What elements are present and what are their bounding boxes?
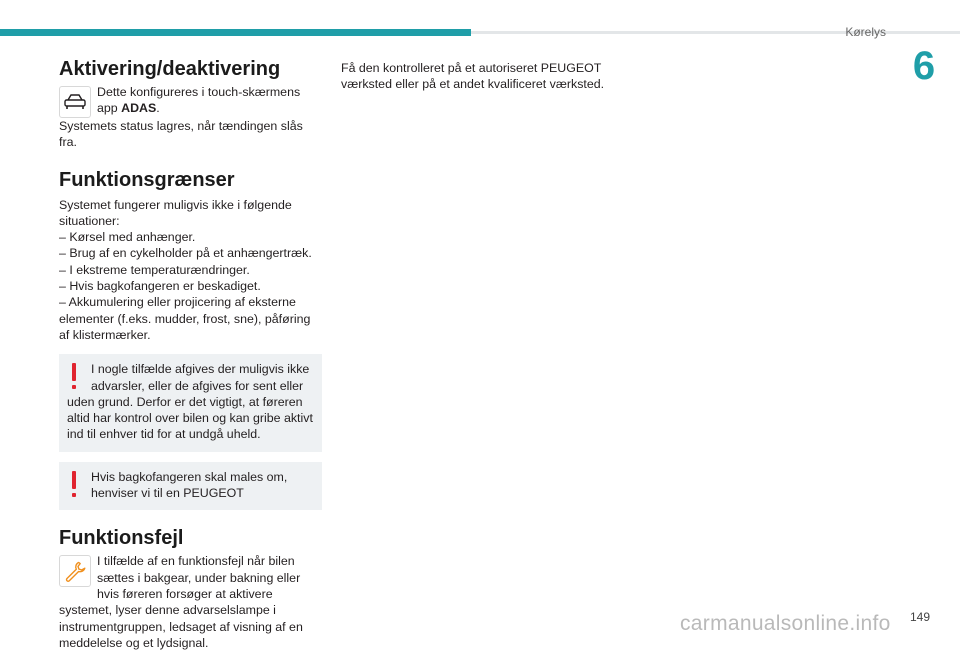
header-rule xyxy=(471,31,960,34)
fault-text: I tilfælde af en funktionsfejl når bilen sættes i bakgear, under bakning eller hvis føreren forsøger at aktivere systemet, lyser denne advarselslampe i instrumentgruppen, ledsaget af visning af en meddelelse og et lydsignal. xyxy=(59,554,303,650)
activation-icon-text: Dette konfigureres i touch-skærmens app xyxy=(97,85,301,116)
limits-intro: Systemet fungerer muligvis ikke i følgende situationer: xyxy=(59,197,292,228)
fault-paragraph xyxy=(59,553,322,651)
warning-text: Hvis bagkofangeren skal males om, henviser vi til en PEUGEOT xyxy=(91,469,288,501)
right-column xyxy=(341,60,616,93)
warning-icon xyxy=(67,363,81,391)
section-title-activation: Aktivering/deaktivering xyxy=(59,58,281,80)
header-accent-bar xyxy=(0,29,471,36)
section-title-limits: Funktionsgrænser xyxy=(59,168,235,191)
wrench-icon xyxy=(59,555,91,587)
limits-item: – Akkumulering eller projicering af eksterne elementer (f.eks. mudder, frost, sne), påføring af klistermærker. xyxy=(59,295,311,342)
chapter-number: 6 xyxy=(912,44,936,88)
right-column-text: Få den kontrolleret på et autoriseret PEUGEOT værksted eller på et andet kvalificeret værksted. xyxy=(341,61,605,92)
page-number: 149 xyxy=(909,610,930,624)
car-icon xyxy=(59,86,91,118)
left-column xyxy=(59,56,322,651)
limits-item: – I ekstreme temperaturændringer. xyxy=(59,262,250,277)
limits-item: – Brug af en cykelholder på et anhængertræk. xyxy=(59,246,312,261)
limits-item: – Hvis bagkofangeren er beskadiget. xyxy=(59,279,261,294)
warning-text: I nogle tilfælde afgives der muligvis ikke advarsler, eller de afgives for sent eller uden grund. Derfor er det vigtigt, at føreren altid har kontrol over bilen og kan gribe aktivt ind til enhver tid for at undgå uheld. xyxy=(67,362,313,442)
watermark: carmanualsonline.info xyxy=(680,612,891,635)
adas-app-name: ADAS xyxy=(121,101,157,116)
warning-box xyxy=(59,462,322,511)
warning-box xyxy=(59,354,322,451)
section-title-fault: Funktionsfejl xyxy=(59,527,184,550)
activation-text: Systemets status lagres, når tændingen slås fra. xyxy=(59,119,303,150)
activation-icon-paragraph xyxy=(59,84,322,118)
warning-icon xyxy=(67,471,81,499)
limits-item: – Kørsel med anhænger. xyxy=(59,230,196,245)
activation-icon-text-end: . xyxy=(156,101,160,116)
chapter-label: Kørelys xyxy=(845,25,886,39)
